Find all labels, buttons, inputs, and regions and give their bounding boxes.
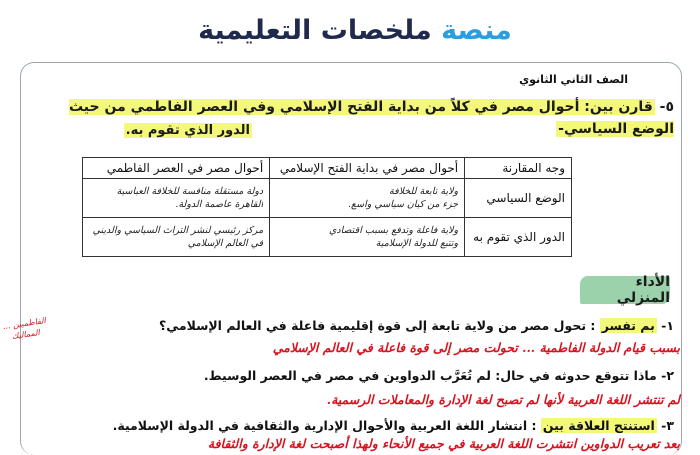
question-5-continued — [124, 123, 252, 138]
brand-word-platform: منصة — [441, 14, 512, 46]
homework-question-3 — [113, 418, 674, 433]
handwritten-line: وتتبع للدولة الإسلامية — [375, 238, 459, 249]
question-5 — [24, 96, 674, 140]
homework-question-number: ١- — [661, 318, 674, 333]
handwritten-line: ولاية فاعلة وتدفع بسبب اقتصادي — [329, 225, 459, 236]
homework-answer-1: بسبب قيام الدولة الفاطمية ... تحولت مصر إلى قوة فاعلة في العالم الإسلامي — [272, 340, 680, 355]
table-header-criterion: وجه المقارنة — [465, 158, 572, 179]
table-row — [83, 179, 572, 218]
handwritten-line: جزء من كيان سياسي واسع. — [348, 199, 459, 210]
homework-question-number: ٢- — [661, 368, 674, 383]
table-header-row — [83, 158, 572, 179]
grade-label: الصف الثاني الثانوي — [519, 73, 628, 86]
table-header-fatimid: أحوال مصر في العصر الفاطمي — [83, 158, 270, 179]
comparison-table — [82, 157, 572, 257]
homework-question-1 — [159, 318, 674, 333]
table-header-islamic-conquest: أحوال مصر في بداية الفتح الإسلامي — [270, 158, 465, 179]
brand-word-summaries: ملخصات التعليمية — [198, 14, 432, 46]
homework-question-text: ماذا تتوقع حدوثه في حال: لم تُعَرَّب الدواوين في مصر في العصر الوسيط. — [203, 368, 657, 383]
header — [0, 0, 700, 62]
question-5-text: قارن بين: أحوال مصر في كلاً من بداية الفتح الإسلامي وفي العصر الفاطمي من حيث الوضع السياسي- — [68, 99, 674, 137]
homework-question-label: بم تفسر — [601, 318, 655, 333]
homework-question-number: ٣- — [661, 418, 674, 433]
handwritten-line: في العالم الإسلامي — [187, 238, 264, 249]
table-cell-islamic-conquest — [270, 218, 465, 257]
table-cell-fatimid — [83, 179, 270, 218]
margin-note: الفاطميين ... المماليك — [2, 316, 47, 341]
brand-logo — [198, 6, 512, 54]
homework-question-label: استنتج العلاقة بين — [542, 418, 655, 433]
handwritten-line: مركز رئيسي لنشر التراث السياسي والديني — [92, 225, 264, 236]
homework-answer-3: بعد تعريب الدواوين انتشرت اللغة العربية في جميع الأنحاء ولهذا أصبحت لغة الإدارة والثقافة — [207, 436, 680, 451]
table-row — [83, 218, 572, 257]
table-cell-criterion: الوضع السياسي — [465, 179, 572, 218]
handwritten-line: ولاية تابعة للخلافة — [389, 186, 459, 197]
table-cell-fatimid — [83, 218, 270, 257]
question-5-text-continued: الدور الذي تقوم به. — [125, 123, 250, 138]
homework-question-text: : انتشار اللغة العربية والأحوال الإدارية والثقافية في الدولة الإسلامية. — [112, 418, 537, 433]
question-5-number: ٥- — [659, 99, 674, 115]
handwritten-line: القاهرة عاصمة الدولة. — [175, 199, 264, 210]
handwritten-line: دولة مستقلة منافسة للخلافة العباسية — [116, 186, 264, 197]
homework-question-2 — [204, 368, 674, 383]
table-cell-criterion: الدور الذي تقوم به — [465, 218, 572, 257]
table-cell-islamic-conquest — [270, 179, 465, 218]
homework-question-text: : تحول مصر من ولاية تابعة إلى قوة إقليمية فاعلة في العالم الإسلامي؟ — [158, 318, 596, 333]
homework-answer-2: لم تنتشر اللغة العربية لأنها لم تصبح لغة الإدارة والمعاملات الرسمية. — [326, 392, 680, 407]
brand-title — [198, 15, 512, 46]
section-title-homework: الأداء المنزلي — [580, 276, 670, 304]
